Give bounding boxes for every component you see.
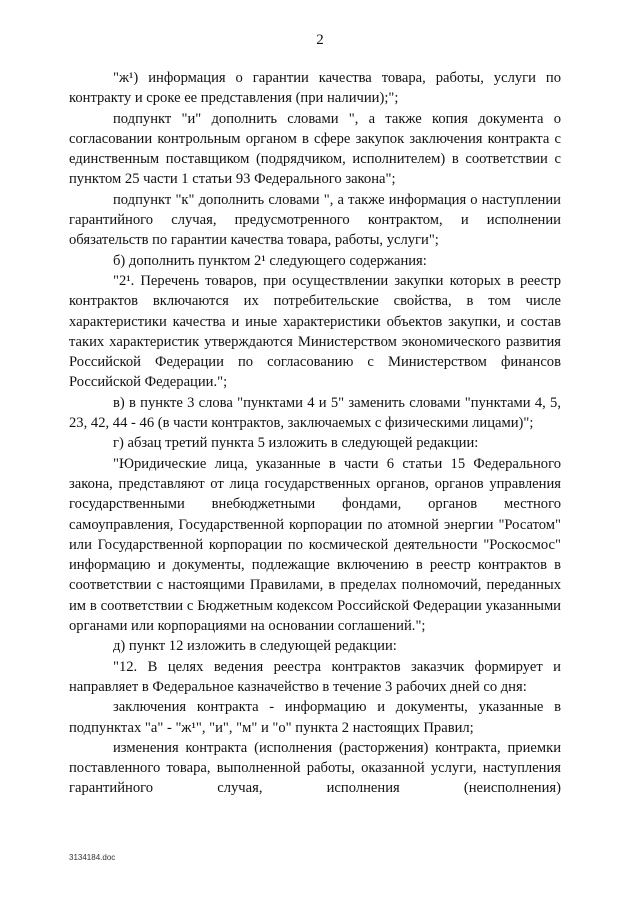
page-number: 2 bbox=[316, 32, 324, 48]
document-filename: 3134184.doc bbox=[69, 853, 116, 862]
paragraph: д) пункт 12 изложить в следующей редакции: bbox=[113, 638, 397, 655]
paragraph: г) абзац третий пункта 5 изложить в следующей редакции: bbox=[113, 435, 479, 452]
paragraph: "2¹. Перечень товаров, при осуществлении закупки которых в реестр контрактов включаются их потребительские свойства, в том числе характеристики качества и иные характеристики объектов закупки, и состав таких характеристик утверждаются Министерством экономического развития Российской Федерации по согласованию с Министерством финансов Российской Федерации."; bbox=[69, 272, 561, 391]
paragraph: подпункт "к" дополнить словами ", а также информация о наступлении гарантийного случая, предусмотренного контрактом, и исполнении обязательств по гарантии качества товара, работы, услуги"; bbox=[69, 191, 561, 249]
document-body bbox=[69, 68, 561, 799]
paragraph: заключения контракта - информацию и документы, указанные в подпунктах "а" - "ж¹", "и", "м" и "о" пункта 2 настоящих Правил; bbox=[69, 699, 561, 736]
paragraph: "12. В целях ведения реестра контрактов заказчик формирует и направляет в Федеральное казначейство в течение 3 рабочих дней со дня: bbox=[69, 658, 561, 695]
paragraph: "Юридические лица, указанные в части 6 статьи 15 Федерального закона, представляют от лица государственных органов, органов управления государственными внебюджетными фондами, органов местного самоуправления, Государственной корпорации по атомной энергии "Росатом" или Государственной корпорации по космической деятельности "Роскосмос" информацию и документы, подлежащие включению в реестр контрактов в соответствии с настоящими Правилами, в пределах полномочий, переданных им в соответствии с Бюджетным кодексом Российской Федерации указанными органами или корпорациями на основании соглашений."; bbox=[69, 455, 561, 635]
paragraph: б) дополнить пунктом 2¹ следующего содержания: bbox=[113, 252, 427, 269]
paragraph: изменения контракта (исполнения (расторжения) контракта, приемки поставленного товара, выполненной работы, оказанной услуги, наступления гарантийного случая, исполнения (неисполнения) bbox=[69, 739, 561, 797]
paragraph: "ж¹) информация о гарантии качества товара, работы, услуги по контракту и сроке ее представления (при наличии);"; bbox=[69, 70, 561, 107]
paragraph: в) в пункте 3 слова "пунктами 4 и 5" заменить словами "пунктами 4, 5, 23, 42, 44 - 46 (в части контрактов, заключаемых с физическими лицами)"; bbox=[69, 394, 561, 432]
paragraph: подпункт "и" дополнить словами ", а также копия документа о согласовании контрольным органом в сфере закупок заключения контракта с единственным поставщиком (подрядчиком, исполнителем) в соответствии с пунктом 25 части 1 статьи 93 Федерального закона"; bbox=[69, 110, 561, 188]
